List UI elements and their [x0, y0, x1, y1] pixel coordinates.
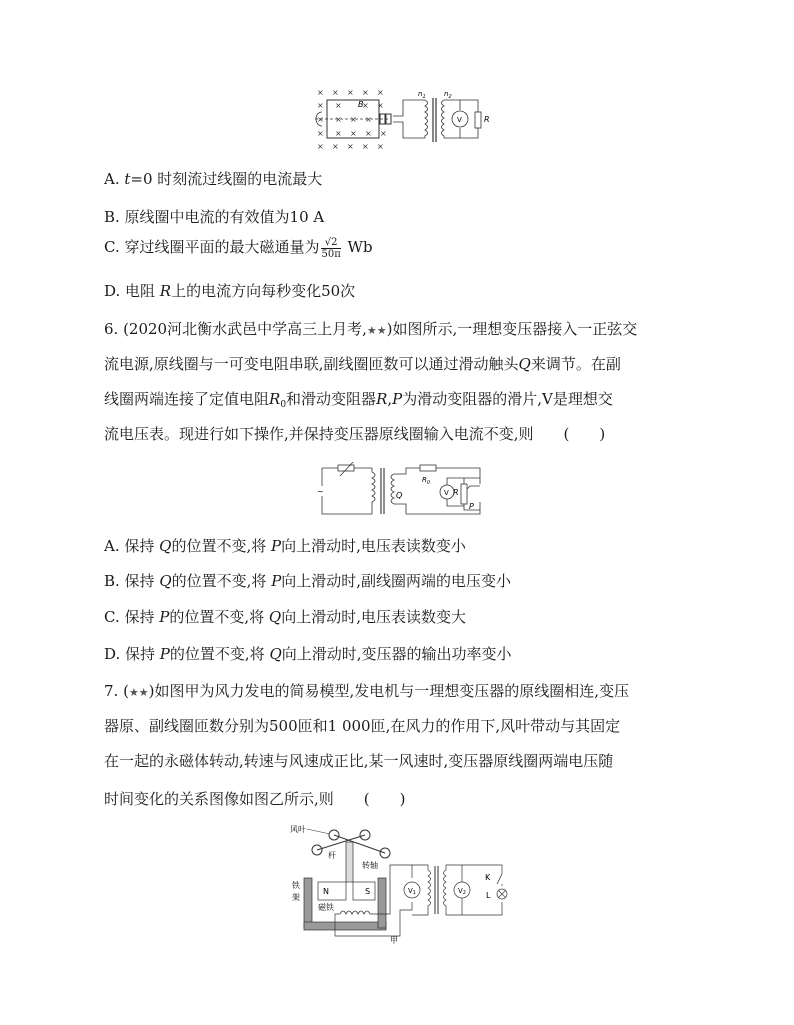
svg-text:×: × — [317, 129, 324, 138]
q7-stem-line3: 在一起的永磁体转动,转速与风速成正比,某一风速时,变压器原线圈两端电压随 — [104, 752, 614, 770]
svg-text:×: × — [317, 88, 324, 97]
svg-text:×: × — [362, 88, 369, 97]
q6-stem-line1: 6. (2020河北衡水武邑中学高三上月考,★★)如图所示,一理想变压器接入一正弦交 — [104, 320, 638, 338]
q6-option-a: A. 保持 Q的位置不变,将 P向上滑动时,电压表读数变小 — [104, 537, 466, 555]
label-zhuanzhou: 转轴 — [362, 861, 378, 870]
svg-text:×: × — [317, 142, 324, 151]
generator-coil — [340, 911, 370, 914]
label-P: P — [469, 502, 474, 511]
svg-text:×: × — [377, 101, 384, 110]
voltmeter-label: V — [457, 116, 462, 124]
ac-source-icon: ~ — [317, 487, 324, 496]
label-V1: V1 — [408, 887, 416, 896]
svg-text:×: × — [362, 142, 369, 151]
iron-frame — [378, 878, 386, 928]
svg-text:×: × — [377, 142, 384, 151]
q5-option-c: C. 穿过线圈平面的最大磁通量为 $\frac{√2}{50\pi}$ Wb — [104, 236, 373, 260]
q5-option-d: D. 电阻 R上的电流方向每秒变化50次 — [104, 282, 356, 300]
svg-text:×: × — [377, 88, 384, 97]
svg-text:×: × — [350, 115, 357, 124]
svg-text:×: × — [347, 88, 354, 97]
svg-text:×: × — [380, 129, 387, 138]
label-S: S — [365, 887, 371, 896]
q5-option-a: A. t=0 时刻流过线圈的电流最大 — [104, 170, 323, 188]
svg-text:×: × — [332, 88, 339, 97]
label-R: R — [453, 488, 459, 497]
q7-stem-line2: 器原、副线圈匝数分别为500匝和1 000匝,在风力的作用下,风叶带动与其固定 — [104, 717, 621, 735]
svg-text:×: × — [335, 129, 342, 138]
label-n1: $n_1$ — [418, 90, 426, 100]
figure-wind-generator — [290, 820, 510, 945]
shaft — [346, 842, 353, 882]
primary-circuit — [322, 468, 372, 514]
svg-text:×: × — [317, 115, 324, 124]
switch-K — [497, 874, 502, 884]
resistor-label: R — [484, 115, 490, 124]
voltmeter-label: V — [444, 489, 449, 497]
label-gan: 杆 — [328, 851, 336, 860]
q6-option-d: D. 保持 P的位置不变,将 Q向上滑动时,变压器的输出功率变小 — [104, 645, 512, 663]
label-fengye: 风叶 — [290, 825, 306, 834]
q6-option-b: B. 保持 Q的位置不变,将 P向上滑动时,副线圈两端的电压变小 — [104, 572, 512, 590]
label-V2: V2 — [458, 887, 466, 896]
secondary-coil — [442, 100, 445, 138]
iron-frame — [304, 922, 386, 930]
svg-text:×: × — [362, 101, 369, 110]
blade-pointer — [307, 829, 330, 834]
figure-transformer-circuit — [314, 462, 486, 518]
rheostat-R — [461, 484, 467, 504]
label-jia-caption: 甲 — [390, 936, 398, 945]
q7-stem-line1: 7. (★★)如图甲为风力发电的简易模型,发电机与一理想变压器的原线圈相连,变压 — [104, 682, 630, 700]
primary-coil — [428, 870, 431, 908]
svg-text:×: × — [350, 129, 357, 138]
label-citie: 磁铁 — [318, 903, 334, 912]
primary-wires — [393, 100, 425, 138]
difficulty-stars-icon: ★★ — [128, 686, 149, 699]
label-tie: 铁 — [292, 881, 300, 890]
label-N: N — [323, 887, 329, 896]
slider-P — [467, 486, 480, 489]
primary-coil — [372, 468, 375, 514]
q6-stem-line2: 流电源,原线圈与一可变电阻串联,副线圈匝数可以通过滑动触头Q来调节。在副 — [104, 355, 621, 373]
q6-stem-line3: 线圈两端连接了定值电阻$R_0$和滑动变阻器R,P为滑动变阻器的滑片,V是理想交 — [104, 390, 613, 410]
label-L: L — [486, 891, 491, 900]
label-n2: $n_2$ — [444, 90, 452, 100]
svg-text:×: × — [317, 101, 324, 110]
resistor-R0 — [420, 465, 436, 471]
secondary-coil — [391, 474, 394, 504]
iron-frame — [304, 878, 312, 928]
label-R0: $R_0$ — [422, 476, 431, 486]
resistor-R — [475, 112, 481, 128]
label-jia: 架 — [292, 893, 300, 902]
figure-generator-transformer — [310, 86, 490, 152]
magnet-S — [353, 882, 375, 900]
field-label-B: B — [358, 100, 364, 109]
label-K: K — [485, 873, 491, 882]
slider-label-Q: Q — [396, 491, 403, 500]
difficulty-stars-icon: ★★ — [366, 324, 387, 337]
q5-option-b: B. 原线圈中电流的有效值为10 A — [104, 208, 325, 226]
svg-text:×: × — [335, 115, 342, 124]
blade-rod — [334, 835, 385, 853]
q7-stem-line4: 时间变化的关系图像如图乙所示,则 ( ) — [104, 790, 406, 808]
svg-text:×: × — [365, 129, 372, 138]
svg-text:×: × — [332, 142, 339, 151]
q6-option-c: C. 保持 P的位置不变,将 Q向上滑动时,电压表读数变大 — [104, 608, 466, 626]
q6-stem-line4: 流电压表。现进行如下操作,并保持变压器原线圈输入电流不变,则 ( ) — [104, 425, 606, 443]
svg-text:×: × — [347, 142, 354, 151]
secondary-coil — [444, 870, 447, 908]
fraction: $\frac{√2}{50\pi}$ — [321, 236, 341, 260]
primary-coil — [425, 100, 428, 138]
svg-text:×: × — [335, 101, 342, 110]
svg-text:×: × — [365, 115, 372, 124]
